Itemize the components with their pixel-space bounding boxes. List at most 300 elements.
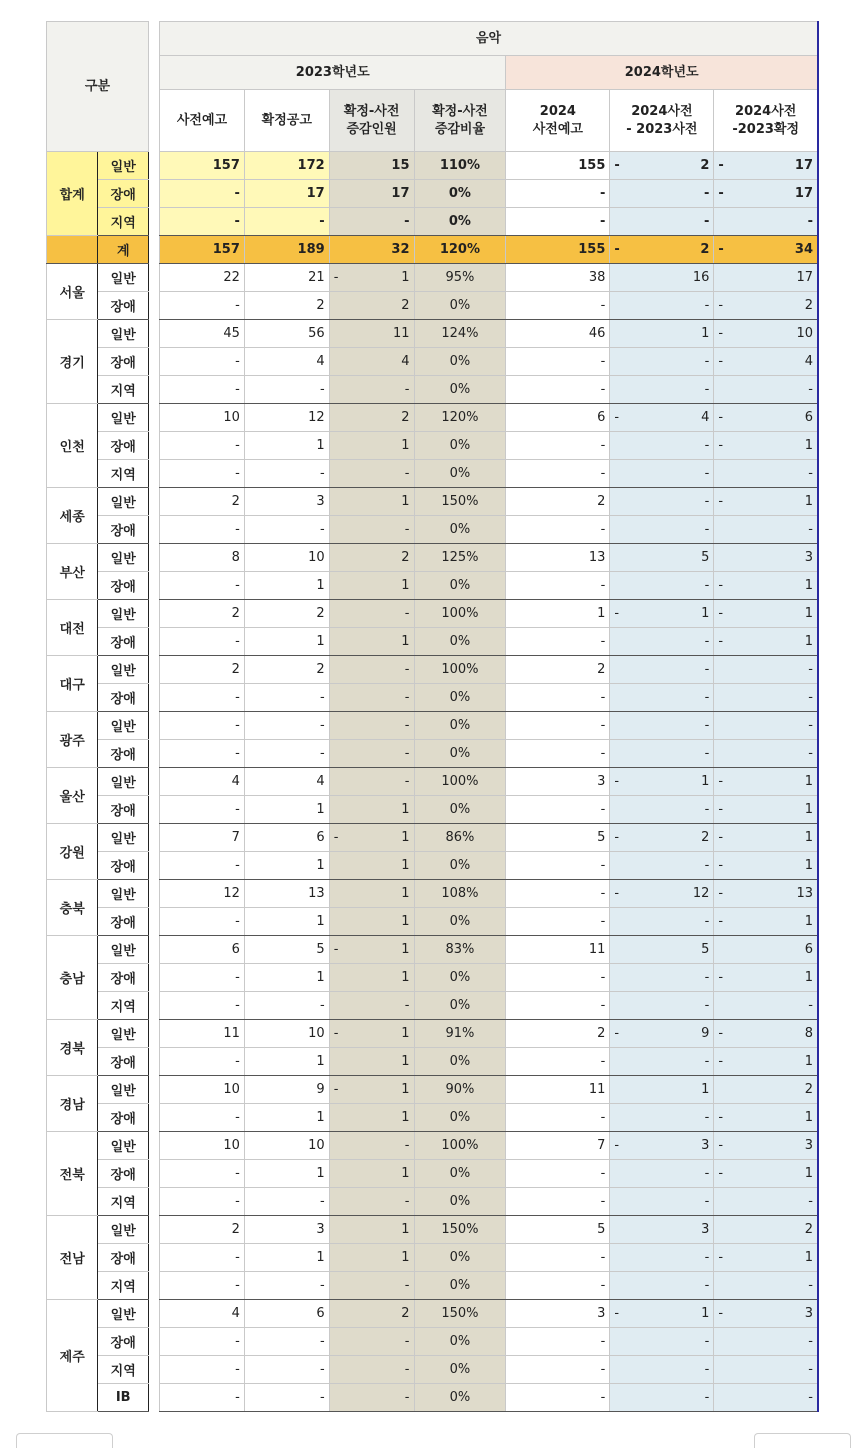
gap-cell bbox=[148, 1188, 159, 1216]
data-cell: 2 bbox=[329, 292, 414, 320]
data-cell: 157 bbox=[160, 236, 245, 264]
data-cell: 0% bbox=[414, 376, 506, 404]
data-cell: - 1 bbox=[329, 824, 414, 852]
data-cell: 5 bbox=[610, 544, 714, 572]
data-cell: - bbox=[160, 852, 245, 880]
row-type-label: 장애 bbox=[98, 796, 148, 824]
data-cell: 6 bbox=[244, 1300, 329, 1328]
data-cell: 4 bbox=[244, 768, 329, 796]
data-cell: 2 bbox=[244, 600, 329, 628]
table-row bbox=[47, 544, 819, 572]
data-cell: - bbox=[506, 376, 610, 404]
data-cell: 124% bbox=[414, 320, 506, 348]
gap-cell bbox=[148, 824, 159, 852]
gap-cell bbox=[148, 544, 159, 572]
gap-cell bbox=[148, 1020, 159, 1048]
data-cell: - bbox=[506, 852, 610, 880]
data-cell: - bbox=[329, 208, 414, 236]
data-cell: - 1 bbox=[329, 1076, 414, 1104]
data-cell: 0% bbox=[414, 796, 506, 824]
data-cell: - bbox=[160, 628, 245, 656]
table-row bbox=[47, 656, 819, 684]
data-cell: 45 bbox=[160, 320, 245, 348]
data-cell: - bbox=[329, 460, 414, 488]
data-cell: - bbox=[506, 1160, 610, 1188]
data-cell: 7 bbox=[160, 824, 245, 852]
data-cell: - 2 bbox=[714, 292, 818, 320]
gap-cell bbox=[148, 208, 159, 236]
column-header: 2024 사전예고 bbox=[506, 90, 610, 152]
data-cell: 1 bbox=[329, 1160, 414, 1188]
data-cell: - 2 bbox=[610, 824, 714, 852]
data-cell: - bbox=[714, 992, 818, 1020]
row-type-label: 장애 bbox=[98, 908, 148, 936]
left-tab-button[interactable] bbox=[16, 1433, 113, 1448]
data-cell: - bbox=[160, 432, 245, 460]
data-cell: - 12 bbox=[610, 880, 714, 908]
data-cell: - bbox=[329, 1328, 414, 1356]
row-type-label: 장애 bbox=[98, 1244, 148, 1272]
data-cell: - bbox=[714, 740, 818, 768]
data-cell: 189 bbox=[244, 236, 329, 264]
data-cell: 0% bbox=[414, 684, 506, 712]
data-cell: 1 bbox=[244, 432, 329, 460]
gap-cell bbox=[148, 740, 159, 768]
table-row bbox=[47, 936, 819, 964]
data-cell: 5 bbox=[506, 1216, 610, 1244]
table-row bbox=[47, 796, 819, 824]
data-cell: 11 bbox=[329, 320, 414, 348]
data-cell: - bbox=[329, 376, 414, 404]
data-cell: - bbox=[160, 1356, 245, 1384]
data-cell: 0% bbox=[414, 1160, 506, 1188]
data-cell: - 3 bbox=[714, 1132, 818, 1160]
data-cell: 9 bbox=[244, 1076, 329, 1104]
gap-cell bbox=[148, 852, 159, 880]
region-label: 부산 bbox=[47, 544, 98, 600]
data-cell: 0% bbox=[414, 964, 506, 992]
data-cell: - bbox=[329, 1132, 414, 1160]
music-recruitment-table bbox=[46, 21, 819, 1412]
data-cell: - 3 bbox=[610, 1132, 714, 1160]
data-cell: - bbox=[244, 684, 329, 712]
data-cell: - bbox=[610, 796, 714, 824]
data-cell: - bbox=[610, 572, 714, 600]
data-cell: - bbox=[160, 908, 245, 936]
row-type-label: 장애 bbox=[98, 1104, 148, 1132]
data-cell: - 1 bbox=[714, 768, 818, 796]
data-cell: 0% bbox=[414, 908, 506, 936]
row-type-label: 일반 bbox=[98, 264, 148, 292]
row-type-label: 장애 bbox=[98, 572, 148, 600]
data-cell: - bbox=[610, 964, 714, 992]
gap-cell bbox=[148, 292, 159, 320]
gap-cell bbox=[148, 1076, 159, 1104]
data-cell: 2 bbox=[506, 1020, 610, 1048]
region-label: 경북 bbox=[47, 1020, 98, 1076]
gap-cell bbox=[148, 572, 159, 600]
table-row bbox=[47, 376, 819, 404]
data-cell: - bbox=[244, 740, 329, 768]
data-cell: 0% bbox=[414, 1328, 506, 1356]
data-cell: - bbox=[610, 1188, 714, 1216]
data-cell: - bbox=[160, 712, 245, 740]
table-row bbox=[47, 180, 819, 208]
data-cell: 17 bbox=[714, 264, 818, 292]
data-cell: 1 bbox=[329, 488, 414, 516]
data-cell: - bbox=[610, 488, 714, 516]
data-cell: 1 bbox=[610, 320, 714, 348]
data-cell: 1 bbox=[244, 964, 329, 992]
data-cell: 120% bbox=[414, 236, 506, 264]
data-cell: - bbox=[506, 992, 610, 1020]
gap-cell bbox=[148, 488, 159, 516]
data-cell: - 1 bbox=[714, 432, 818, 460]
data-cell: 11 bbox=[506, 936, 610, 964]
data-cell: - bbox=[329, 740, 414, 768]
row-type-label: 장애 bbox=[98, 292, 148, 320]
region-label bbox=[47, 236, 98, 264]
data-cell: - bbox=[160, 292, 245, 320]
data-cell: - bbox=[610, 1356, 714, 1384]
data-cell: - bbox=[160, 1188, 245, 1216]
data-cell: - bbox=[610, 712, 714, 740]
data-cell: - bbox=[610, 292, 714, 320]
region-label: 광주 bbox=[47, 712, 98, 768]
table-row bbox=[47, 516, 819, 544]
data-cell: - bbox=[506, 1188, 610, 1216]
gap-cell bbox=[148, 236, 159, 264]
row-type-label: 장애 bbox=[98, 684, 148, 712]
data-cell: - bbox=[506, 908, 610, 936]
row-type-label: 장애 bbox=[98, 964, 148, 992]
data-cell: 56 bbox=[244, 320, 329, 348]
data-cell: 1 bbox=[244, 628, 329, 656]
region-label: 전남 bbox=[47, 1216, 98, 1300]
gap-cell bbox=[148, 1104, 159, 1132]
data-cell: - bbox=[506, 516, 610, 544]
table-row bbox=[47, 852, 819, 880]
data-cell: 0% bbox=[414, 292, 506, 320]
gap-cell bbox=[148, 460, 159, 488]
right-tab-button[interactable] bbox=[754, 1433, 851, 1448]
data-cell: 11 bbox=[160, 1020, 245, 1048]
table-row bbox=[47, 432, 819, 460]
data-cell: - bbox=[714, 460, 818, 488]
data-cell: - 3 bbox=[714, 1300, 818, 1328]
data-cell: - bbox=[160, 348, 245, 376]
data-cell: 10 bbox=[160, 404, 245, 432]
data-cell: - 8 bbox=[714, 1020, 818, 1048]
table-row bbox=[47, 1328, 819, 1356]
data-cell: - bbox=[160, 1272, 245, 1300]
data-cell: 1 bbox=[329, 964, 414, 992]
data-cell: 4 bbox=[160, 768, 245, 796]
row-type-label: 일반 bbox=[98, 936, 148, 964]
data-cell: 15 bbox=[329, 152, 414, 180]
data-cell: - bbox=[160, 1244, 245, 1272]
data-cell: 95% bbox=[414, 264, 506, 292]
table-row bbox=[47, 460, 819, 488]
data-cell: - bbox=[506, 208, 610, 236]
row-type-label: 지역 bbox=[98, 376, 148, 404]
data-cell: 1 bbox=[244, 796, 329, 824]
row-type-label: 일반 bbox=[98, 320, 148, 348]
data-cell: 5 bbox=[506, 824, 610, 852]
data-cell: - 1 bbox=[714, 824, 818, 852]
data-cell: 2 bbox=[244, 656, 329, 684]
data-cell: - 10 bbox=[714, 320, 818, 348]
table-row bbox=[47, 684, 819, 712]
data-cell: 1 bbox=[244, 1244, 329, 1272]
column-header: 확정-사전 증감비율 bbox=[414, 90, 506, 152]
row-type-label: 일반 bbox=[98, 152, 148, 180]
row-type-label: 지역 bbox=[98, 1272, 148, 1300]
data-cell: - 17 bbox=[714, 180, 818, 208]
data-cell: - bbox=[329, 600, 414, 628]
data-cell: 4 bbox=[160, 1300, 245, 1328]
data-cell: - 1 bbox=[610, 768, 714, 796]
data-cell: 21 bbox=[244, 264, 329, 292]
data-cell: - bbox=[160, 1384, 245, 1412]
data-cell: - bbox=[506, 1356, 610, 1384]
gap-cell bbox=[148, 908, 159, 936]
data-cell: - bbox=[160, 208, 245, 236]
table-row bbox=[47, 292, 819, 320]
region-label: 경남 bbox=[47, 1076, 98, 1132]
data-cell: 6 bbox=[714, 936, 818, 964]
gap-cell bbox=[148, 376, 159, 404]
data-cell: 38 bbox=[506, 264, 610, 292]
data-cell: 2 bbox=[329, 1300, 414, 1328]
table-row bbox=[47, 908, 819, 936]
data-cell: - bbox=[244, 516, 329, 544]
gap-cell bbox=[148, 1384, 159, 1412]
data-cell: - bbox=[610, 180, 714, 208]
data-cell: 0% bbox=[414, 1104, 506, 1132]
table-row bbox=[47, 1132, 819, 1160]
data-cell: 32 bbox=[329, 236, 414, 264]
data-cell: 91% bbox=[414, 1020, 506, 1048]
data-cell: 4 bbox=[329, 348, 414, 376]
data-cell: 2 bbox=[329, 544, 414, 572]
data-cell: - bbox=[329, 992, 414, 1020]
data-cell: - bbox=[610, 1272, 714, 1300]
row-type-label: 일반 bbox=[98, 488, 148, 516]
data-cell: - bbox=[714, 656, 818, 684]
table-row bbox=[47, 1076, 819, 1104]
data-cell: - bbox=[714, 684, 818, 712]
data-cell: 2 bbox=[714, 1076, 818, 1104]
data-cell: - 1 bbox=[714, 1104, 818, 1132]
data-cell: 12 bbox=[244, 404, 329, 432]
data-cell: - bbox=[160, 516, 245, 544]
data-cell: - bbox=[506, 460, 610, 488]
data-cell: 1 bbox=[244, 1048, 329, 1076]
data-cell: - bbox=[506, 1104, 610, 1132]
data-cell: - bbox=[244, 1356, 329, 1384]
gap-cell bbox=[148, 796, 159, 824]
data-cell: 0% bbox=[414, 712, 506, 740]
table-row bbox=[47, 1020, 819, 1048]
data-cell: - bbox=[610, 852, 714, 880]
gap-cell bbox=[148, 992, 159, 1020]
data-cell: - bbox=[160, 1328, 245, 1356]
region-label: 세종 bbox=[47, 488, 98, 544]
data-cell: 3 bbox=[506, 768, 610, 796]
data-cell: 3 bbox=[610, 1216, 714, 1244]
region-label: 대전 bbox=[47, 600, 98, 656]
data-cell: - bbox=[329, 516, 414, 544]
data-cell: 0% bbox=[414, 432, 506, 460]
data-cell: - bbox=[506, 180, 610, 208]
data-cell: 11 bbox=[506, 1076, 610, 1104]
gap-cell bbox=[148, 656, 159, 684]
row-type-label: IB bbox=[98, 1384, 148, 1412]
data-cell: 1 bbox=[329, 880, 414, 908]
data-cell: - bbox=[329, 1356, 414, 1384]
gap-cell bbox=[148, 432, 159, 460]
region-label: 충남 bbox=[47, 936, 98, 1020]
data-cell: - 1 bbox=[714, 1244, 818, 1272]
data-cell: 10 bbox=[244, 1132, 329, 1160]
data-cell: 16 bbox=[610, 264, 714, 292]
data-cell: - 4 bbox=[610, 404, 714, 432]
data-cell: - 1 bbox=[714, 1048, 818, 1076]
region-label: 대구 bbox=[47, 656, 98, 712]
data-cell: - bbox=[244, 992, 329, 1020]
data-cell: - bbox=[160, 964, 245, 992]
data-cell: 3 bbox=[714, 544, 818, 572]
table-row bbox=[47, 1160, 819, 1188]
gap-cell bbox=[148, 1272, 159, 1300]
data-cell: 0% bbox=[414, 1272, 506, 1300]
data-cell: - 4 bbox=[714, 348, 818, 376]
row-type-label: 일반 bbox=[98, 544, 148, 572]
row-type-label: 일반 bbox=[98, 1076, 148, 1104]
data-cell: 0% bbox=[414, 1356, 506, 1384]
data-cell: - bbox=[329, 712, 414, 740]
table-row bbox=[47, 740, 819, 768]
region-label: 서울 bbox=[47, 264, 98, 320]
data-cell: 90% bbox=[414, 1076, 506, 1104]
data-cell: - bbox=[506, 796, 610, 824]
gap-cell bbox=[148, 684, 159, 712]
data-cell: 1 bbox=[329, 1216, 414, 1244]
gap-cell bbox=[148, 1216, 159, 1244]
gap-cell bbox=[148, 404, 159, 432]
data-cell: - bbox=[610, 1104, 714, 1132]
table-row bbox=[47, 712, 819, 740]
gap-cell bbox=[148, 712, 159, 740]
data-cell: - 1 bbox=[714, 796, 818, 824]
column-header: 사전예고 bbox=[160, 90, 245, 152]
data-cell: - bbox=[506, 740, 610, 768]
gap-cell bbox=[148, 516, 159, 544]
data-cell: 2 bbox=[506, 656, 610, 684]
data-cell: - bbox=[610, 1328, 714, 1356]
data-cell: - 1 bbox=[329, 1020, 414, 1048]
data-cell: - bbox=[506, 880, 610, 908]
data-cell: 3 bbox=[244, 1216, 329, 1244]
data-cell: - bbox=[506, 964, 610, 992]
table-row bbox=[47, 1356, 819, 1384]
table-row bbox=[47, 992, 819, 1020]
data-cell: 2 bbox=[160, 656, 245, 684]
table-row bbox=[47, 880, 819, 908]
data-cell: 0% bbox=[414, 740, 506, 768]
data-cell: 150% bbox=[414, 1216, 506, 1244]
data-cell: 1 bbox=[329, 1048, 414, 1076]
table-row bbox=[47, 628, 819, 656]
table-row bbox=[47, 488, 819, 516]
data-cell: - bbox=[244, 1384, 329, 1412]
data-cell: 0% bbox=[414, 1384, 506, 1412]
data-cell: 1 bbox=[329, 796, 414, 824]
gap-cell bbox=[148, 1328, 159, 1356]
table-row bbox=[47, 236, 819, 264]
data-cell: - bbox=[244, 1328, 329, 1356]
table-row bbox=[47, 1104, 819, 1132]
data-cell: 150% bbox=[414, 1300, 506, 1328]
table-row bbox=[47, 1300, 819, 1328]
row-type-label: 일반 bbox=[98, 712, 148, 740]
data-cell: - bbox=[506, 1328, 610, 1356]
data-cell: 1 bbox=[329, 852, 414, 880]
data-cell: - bbox=[160, 740, 245, 768]
table-row bbox=[47, 824, 819, 852]
data-cell: 86% bbox=[414, 824, 506, 852]
music-recruitment-table-container bbox=[46, 21, 819, 1412]
year-2024-header: 2024학년도 bbox=[506, 56, 818, 90]
data-cell: - bbox=[610, 908, 714, 936]
table-row bbox=[47, 768, 819, 796]
data-cell: 46 bbox=[506, 320, 610, 348]
table-row bbox=[47, 1244, 819, 1272]
data-cell: - 1 bbox=[714, 572, 818, 600]
data-cell: 0% bbox=[414, 572, 506, 600]
table-row bbox=[47, 600, 819, 628]
data-cell: - bbox=[160, 572, 245, 600]
row-type-label: 일반 bbox=[98, 1132, 148, 1160]
data-cell: - bbox=[610, 1384, 714, 1412]
data-cell: - bbox=[244, 712, 329, 740]
data-cell: - bbox=[714, 712, 818, 740]
data-cell: - 6 bbox=[714, 404, 818, 432]
data-cell: - bbox=[506, 684, 610, 712]
data-cell: 0% bbox=[414, 1188, 506, 1216]
gap-cell bbox=[148, 320, 159, 348]
data-cell: - bbox=[244, 1272, 329, 1300]
data-cell: - 1 bbox=[714, 908, 818, 936]
gap-cell bbox=[148, 180, 159, 208]
data-cell: 5 bbox=[610, 936, 714, 964]
row-type-label: 일반 bbox=[98, 768, 148, 796]
data-cell: - 13 bbox=[714, 880, 818, 908]
data-cell: - 1 bbox=[714, 852, 818, 880]
data-cell: 1 bbox=[329, 572, 414, 600]
data-cell: - bbox=[714, 376, 818, 404]
data-cell: 10 bbox=[244, 1020, 329, 1048]
data-cell: 2 bbox=[160, 600, 245, 628]
table-row bbox=[47, 572, 819, 600]
data-cell: 2 bbox=[244, 292, 329, 320]
data-cell: 108% bbox=[414, 880, 506, 908]
data-cell: - bbox=[160, 376, 245, 404]
data-cell: - bbox=[160, 1160, 245, 1188]
data-cell: - bbox=[506, 1244, 610, 1272]
gap-column bbox=[148, 22, 159, 152]
